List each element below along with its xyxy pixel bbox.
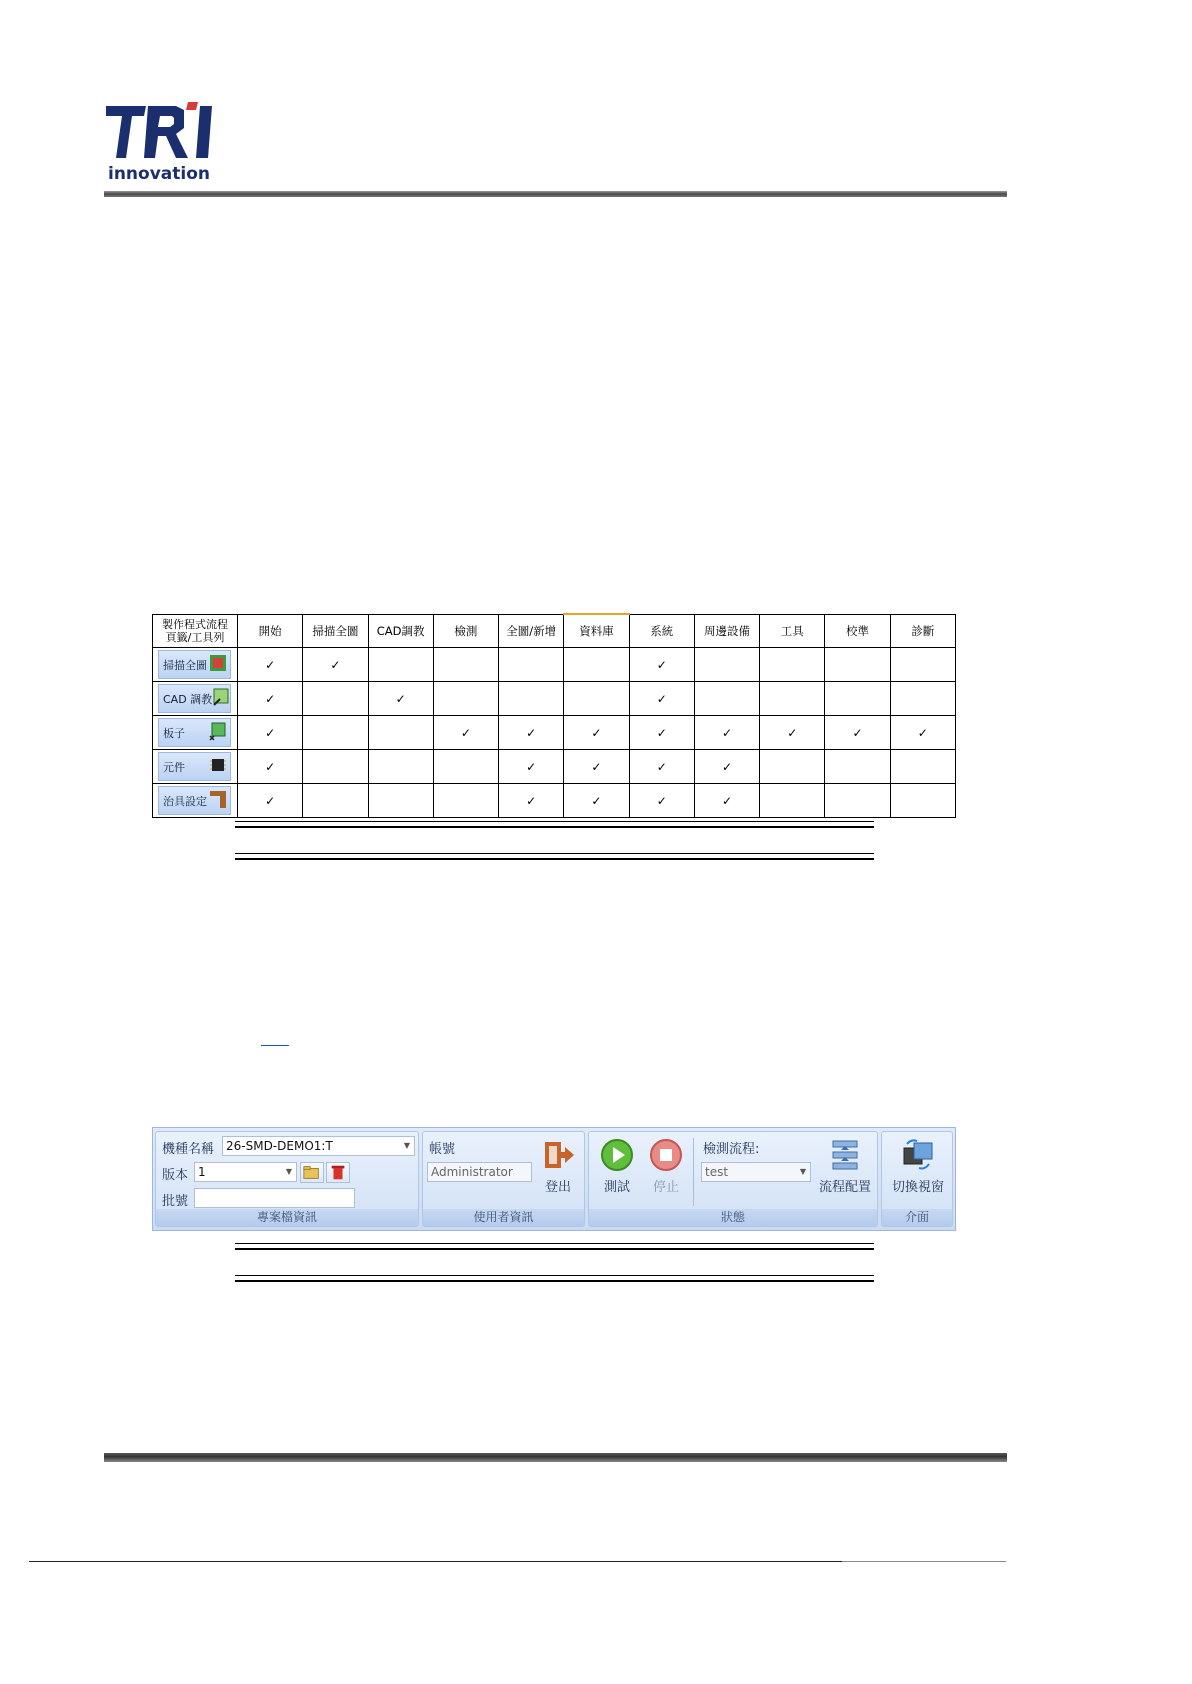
- matrix-cell: [433, 648, 498, 682]
- company-logo: [104, 100, 216, 184]
- matrix-cell: [564, 648, 629, 682]
- check-mark-icon: ✓: [721, 725, 733, 740]
- model-select[interactable]: [222, 1136, 415, 1156]
- matrix-cell: [238, 750, 303, 784]
- matrix-cell: [890, 750, 955, 784]
- matrix-cell: [499, 750, 564, 784]
- matrix-cell: [629, 716, 694, 750]
- check-mark-icon: ✓: [526, 759, 537, 774]
- matrix-cell: [629, 750, 694, 784]
- check-mark-icon: ✓: [265, 759, 276, 774]
- matrix-cell: [303, 716, 368, 750]
- matrix-cell: [433, 784, 498, 818]
- stop-icon: [649, 1138, 683, 1172]
- interface-group-title: 介面: [882, 1209, 952, 1226]
- delete-version-button[interactable]: [326, 1162, 350, 1183]
- matrix-cell: [890, 784, 955, 818]
- check-mark-icon: ✓: [656, 725, 667, 740]
- check-mark-icon: ✓: [460, 725, 471, 740]
- check-mark-icon: ✓: [265, 725, 276, 740]
- check-mark-icon: ✓: [591, 759, 602, 774]
- row-header-cell: [153, 682, 238, 716]
- matrix-cell: [564, 784, 629, 818]
- lot-label: 批號: [162, 1194, 189, 1209]
- project-group-title: 專案檔資訊: [156, 1209, 418, 1226]
- trash-icon: [327, 1163, 349, 1182]
- account-value: Administrator: [431, 1165, 513, 1179]
- matrix-cell: [303, 784, 368, 818]
- matrix-cell: [629, 648, 694, 682]
- matrix-cell: [694, 682, 759, 716]
- column-header: 檢測: [433, 614, 498, 648]
- matrix-cell: [238, 784, 303, 818]
- switch-window-icon: [901, 1138, 935, 1172]
- matrix-cell: [433, 750, 498, 784]
- page-bottom-line: [29, 1561, 842, 1562]
- column-header: 資料庫: [564, 614, 629, 648]
- open-version-button[interactable]: [300, 1162, 324, 1183]
- matrix-cell: [694, 716, 759, 750]
- matrix-row: [153, 750, 956, 784]
- matrix-cell: [238, 716, 303, 750]
- matrix-cell: [238, 648, 303, 682]
- status-group-title: 狀態: [589, 1209, 877, 1226]
- cad-tune-icon: [212, 687, 230, 710]
- matrix-cell: [760, 648, 825, 682]
- column-header: 系統: [629, 614, 694, 648]
- row-tab-label: [158, 650, 231, 679]
- check-mark-icon: ✓: [852, 725, 863, 740]
- row-tab-label: [158, 684, 231, 713]
- check-mark-icon: ✓: [265, 657, 276, 672]
- row-tab-label: [158, 718, 231, 747]
- matrix-cell: [890, 716, 955, 750]
- check-mark-icon: ✓: [656, 657, 667, 672]
- play-icon: [600, 1138, 634, 1172]
- matrix-cell: [694, 750, 759, 784]
- matrix-row: [153, 716, 956, 750]
- check-mark-icon: ✓: [656, 759, 667, 774]
- stop-label: 停止: [652, 1180, 679, 1195]
- tri-logo-mark: [104, 100, 216, 164]
- matrix-cell: [760, 682, 825, 716]
- double-rule: [235, 1243, 874, 1250]
- check-mark-icon: ✓: [721, 759, 733, 774]
- matrix-cell: [368, 716, 433, 750]
- chevron-down-icon[interactable]: ▼: [285, 1167, 292, 1176]
- matrix-cell: [825, 750, 890, 784]
- chevron-down-icon[interactable]: ▼: [799, 1167, 806, 1176]
- matrix-row: [153, 784, 956, 818]
- logout-label: 登出: [544, 1180, 571, 1195]
- check-mark-icon: ✓: [656, 691, 667, 706]
- flow-value: test: [705, 1165, 729, 1179]
- matrix-cell: [368, 784, 433, 818]
- ribbon-toolbar: [152, 1127, 956, 1231]
- user-group-title: 使用者資訊: [423, 1209, 584, 1226]
- matrix-cell: [368, 750, 433, 784]
- flow-config-label: 流程配置: [818, 1180, 871, 1195]
- flow-label: 檢測流程:: [703, 1142, 760, 1157]
- version-label: 版本: [162, 1168, 189, 1183]
- group-separator: [693, 1138, 694, 1206]
- matrix-cell: [825, 716, 890, 750]
- page-bottom-line: [842, 1561, 1006, 1562]
- switch-window-button[interactable]: [886, 1138, 950, 1195]
- check-mark-icon: ✓: [591, 793, 602, 808]
- row-tab-label: [158, 752, 231, 781]
- logout-button[interactable]: [536, 1138, 580, 1195]
- matrix-cell: [890, 648, 955, 682]
- component-chip-icon: [209, 755, 227, 778]
- check-mark-icon: ✓: [656, 793, 667, 808]
- matrix-cell: [303, 750, 368, 784]
- check-mark-icon: ✓: [265, 793, 276, 808]
- matrix-cell: [499, 648, 564, 682]
- matrix-body: [153, 648, 956, 818]
- column-header: CAD調教: [368, 614, 433, 648]
- model-value: 26-SMD-DEMO1:T: [226, 1139, 333, 1153]
- double-rule: [235, 853, 874, 860]
- row-header-cell: [153, 750, 238, 784]
- logout-icon: [541, 1138, 575, 1172]
- column-header: 全圖/新增: [499, 614, 564, 648]
- matrix-cell: [433, 682, 498, 716]
- check-mark-icon: ✓: [330, 657, 341, 672]
- matrix-cell: [760, 750, 825, 784]
- footer-rule: [104, 1453, 1007, 1462]
- matrix-cell: [825, 648, 890, 682]
- matrix-table: [152, 613, 956, 818]
- row-label-text: 掃描全圖: [163, 658, 207, 672]
- matrix-cell: [238, 682, 303, 716]
- flow-select[interactable]: [701, 1162, 811, 1182]
- matrix-cell: [433, 716, 498, 750]
- board-icon: [209, 721, 227, 744]
- check-mark-icon: ✓: [395, 691, 406, 706]
- check-mark-icon: ✓: [526, 725, 537, 740]
- flow-config-icon: [828, 1138, 862, 1172]
- row-label-text: 治具設定: [163, 794, 207, 808]
- logo-subtext: innovation: [108, 164, 210, 184]
- version-select[interactable]: [194, 1162, 297, 1182]
- row-tab-label: [158, 786, 231, 815]
- matrix-cell: [694, 648, 759, 682]
- matrix-cell: [564, 682, 629, 716]
- matrix-header-row: [153, 614, 956, 648]
- matrix-row: [153, 648, 956, 682]
- matrix-cell: [760, 716, 825, 750]
- row-header-cell: [153, 716, 238, 750]
- row-label-text: 板子: [163, 726, 185, 740]
- row-label-text: 元件: [163, 760, 185, 774]
- header-rule: [104, 191, 1007, 197]
- column-header: 診斷: [890, 614, 955, 648]
- switch-window-label: 切換視窗: [891, 1180, 944, 1195]
- version-value: 1: [198, 1165, 206, 1179]
- matrix-cell: [303, 648, 368, 682]
- test-button[interactable]: [595, 1138, 639, 1195]
- matrix-cell: [368, 648, 433, 682]
- column-header: 開始: [238, 614, 303, 648]
- matrix-cell: [564, 716, 629, 750]
- row-header-cell: [153, 648, 238, 682]
- column-header: 校準: [825, 614, 890, 648]
- matrix-cell: [499, 682, 564, 716]
- user-info-group: [422, 1131, 585, 1227]
- matrix-cell: [564, 750, 629, 784]
- account-label: 帳號: [429, 1142, 456, 1157]
- matrix-cell: [694, 784, 759, 818]
- matrix-cell: [890, 682, 955, 716]
- matrix-cell: [825, 682, 890, 716]
- matrix-cell: [499, 716, 564, 750]
- matrix-cell: [825, 784, 890, 818]
- double-rule: [235, 821, 874, 828]
- status-group: [588, 1131, 878, 1227]
- chevron-down-icon[interactable]: ▼: [403, 1141, 410, 1150]
- matrix-cell: [499, 784, 564, 818]
- matrix-cell: [629, 682, 694, 716]
- matrix-row: [153, 682, 956, 716]
- scan-board-icon: [209, 653, 227, 676]
- stop-button[interactable]: [644, 1138, 688, 1195]
- matrix-cell: [629, 784, 694, 818]
- flow-config-button[interactable]: [815, 1138, 875, 1195]
- fixture-ruler-icon: [209, 789, 227, 812]
- check-mark-icon: ✓: [526, 793, 537, 808]
- hyperlink-underline[interactable]: [261, 1045, 289, 1046]
- test-label: 測試: [603, 1180, 630, 1195]
- row-label-text: CAD 調教: [163, 692, 213, 706]
- corner-line-1: 製作程式流程: [162, 617, 228, 631]
- corner-line-2: 頁籤/工具列: [165, 630, 225, 644]
- check-mark-icon: ✓: [591, 725, 602, 740]
- matrix-cell: [303, 682, 368, 716]
- model-label: 機種名稱: [162, 1142, 215, 1157]
- flow-toolbar-matrix: [152, 613, 956, 809]
- double-rule: [235, 1275, 874, 1282]
- lot-field[interactable]: [194, 1188, 355, 1208]
- interface-group: [881, 1131, 953, 1227]
- matrix-cell: [368, 682, 433, 716]
- project-info-group: [155, 1131, 419, 1227]
- check-mark-icon: ✓: [265, 691, 276, 706]
- matrix-cell: [760, 784, 825, 818]
- check-mark-icon: ✓: [917, 725, 928, 740]
- folder-open-icon: [301, 1163, 323, 1182]
- column-header: 工具: [760, 614, 825, 648]
- check-mark-icon: ✓: [787, 725, 798, 740]
- column-header: 掃描全圖: [303, 614, 368, 648]
- account-field[interactable]: [427, 1162, 532, 1182]
- check-mark-icon: ✓: [721, 793, 733, 808]
- row-header-cell: [153, 784, 238, 818]
- column-header: 周邊設備: [694, 614, 759, 648]
- matrix-corner-header: [153, 614, 238, 648]
